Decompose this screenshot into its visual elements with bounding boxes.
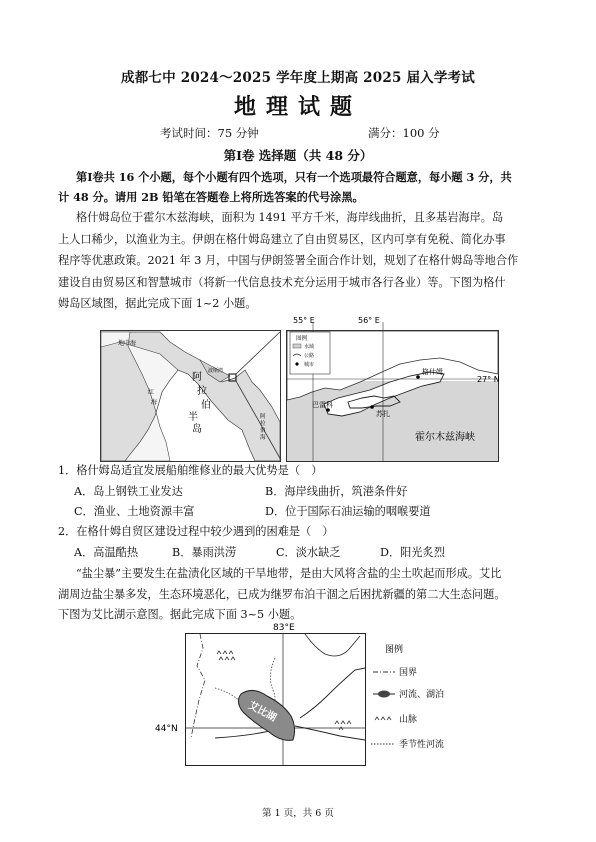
instruction-line-1: 第Ⅰ卷共 16 个小题，每个小题有四个选项，只有一个选项最符合题意，每小题 3 分，共 — [76, 170, 512, 184]
exam-title: 成都七中 2024～2025 学年度上期高 2025 届入学考试 — [121, 70, 475, 86]
city-gheshm: 格什姆 — [422, 368, 443, 376]
map1-legend-city: 城市 — [304, 362, 315, 368]
gheshm-region-map — [100, 312, 510, 462]
lon-label-83: 83°E — [273, 623, 295, 633]
passage1-line-3: 程序等优惠政策。2021 年 3 月，中国与伊朗签署全面合作计划，规划了在格什姆岛等地合作 — [58, 254, 519, 267]
q2-option-d: D．阳光炙烈 — [380, 546, 445, 559]
red-sea-char-1: 红 — [148, 389, 155, 396]
city-bareko: 巴雷科 — [312, 401, 333, 409]
passage1-line-5: 姆岛区域图，据此完成下面 1~2 小题。 — [58, 297, 257, 310]
city-dot-gheshm — [416, 375, 420, 379]
gulf-label: 波斯湾 — [208, 368, 224, 374]
passage2-line-1: “盐尘暴”主要发生在盐渍化区域的干旱地带，是由大风将含盐的尘土吹起而形成。艾比 — [76, 567, 502, 580]
city-suza: 苏扎 — [376, 410, 390, 418]
passage1-line-2: 上人口稀少，以渔业为主。伊朗在格什姆岛建立了自由贸易区，区内可享有免税、简化办事 — [58, 233, 506, 246]
arabian-sea-char-3: 伯 — [260, 428, 266, 434]
lake-label: 艾比湖 — [246, 700, 278, 724]
map2-legend-river: 河流、湖泊 — [399, 690, 445, 700]
arabia-char-1: 阿 — [192, 372, 202, 383]
q1-option-a: A．岛上钢铁工业发达 — [74, 485, 183, 498]
lat-label-27: 27° N — [477, 375, 500, 384]
map1-legend-water: 水域 — [304, 344, 315, 350]
water-legend-swatch — [293, 344, 301, 348]
page-footer: 第 1 页，共 6 页 — [262, 808, 334, 819]
passage1-line-1: 格什姆岛位于霍尔木兹海峡，面积为 1491 平方千米，海岸线曲折，且多基岩海岸。岛 — [76, 211, 504, 224]
map1-legend-road: 公路 — [304, 353, 315, 359]
map2-legend-border: 国界 — [399, 668, 418, 678]
q2-option-b: B．暴雨洪涝 — [172, 546, 237, 559]
sea-label-mediterranean: 地中海 — [118, 340, 137, 347]
q1-option-b: B．海岸线曲折，筑港条件好 — [265, 485, 408, 498]
map2-legend-seasonal: 季节性河流 — [399, 740, 445, 750]
arabia-char-4: 半 — [188, 412, 198, 423]
passage2-line-2: 湖周边盐尘暴多发，生态环境恶化，已成为继罗布泊干涸之后困扰新疆的第二大生态问题。 — [58, 588, 506, 601]
q2-stem: 2．在格什姆自贸区建设过程中较少遇到的困难是（ ） — [58, 525, 334, 538]
arabian-sea-char-1: 阿 — [260, 414, 266, 420]
q1-stem: 1．格什姆岛适宜发展船舶维修业的最大优势是（ ） — [58, 464, 323, 477]
passage1-line-4: 建设自由贸易区和智慧城市（将新一代信息技术充分运用于城市各行各业）等。下图为格什 — [58, 276, 506, 289]
q1-option-d: D．位于国际石油运输的咽喉要道 — [265, 505, 431, 518]
passage2-line-3: 下图为艾比湖示意图。据此完成下面 3~5 小题。 — [58, 608, 302, 621]
subject-title: 地理试题 — [233, 94, 362, 120]
arabia-char-3: 伯 — [201, 400, 211, 411]
legend-lake-symbol — [378, 691, 390, 698]
exam-time: 考试时间：75 分钟 — [160, 126, 259, 140]
map2-frame — [186, 634, 366, 766]
ebinur-lake-map — [155, 618, 485, 768]
legend-mountain-symbol — [375, 717, 391, 720]
lon-label-55: 55° E — [293, 316, 315, 325]
city-dot-suza — [370, 405, 374, 409]
lon-label-56: 56° E — [358, 316, 380, 325]
arabia-char-5: 岛 — [192, 424, 202, 435]
arabian-sea-char-4: 海 — [260, 435, 266, 441]
q1-option-c: C．渔业、土地资源丰富 — [74, 505, 195, 518]
arabian-sea-char-2: 拉 — [260, 421, 266, 427]
red-sea-char-2: 海 — [151, 399, 158, 406]
q2-option-c: C．淡水缺乏 — [276, 546, 341, 559]
lat-label-44: 44°N — [155, 724, 178, 734]
section-title: 第Ⅰ卷 选择题（共 48 分） — [223, 148, 373, 163]
map1-legend-title: 图例 — [296, 336, 308, 342]
city-legend-dot — [295, 362, 298, 365]
instruction-line-2: 计 48 分。请用 2B 铅笔在答题卷上将所选答案的代号涂黑。 — [58, 190, 364, 204]
map2-legend-mountain: 山脉 — [399, 715, 418, 725]
arabia-char-2: 拉 — [197, 386, 207, 397]
strait-label: 霍尔木兹海峡 — [415, 432, 475, 443]
map2-legend-title: 图例 — [385, 645, 404, 655]
full-score: 满分：100 分 — [368, 126, 440, 140]
q2-option-a: A．高温酷热 — [74, 546, 139, 559]
